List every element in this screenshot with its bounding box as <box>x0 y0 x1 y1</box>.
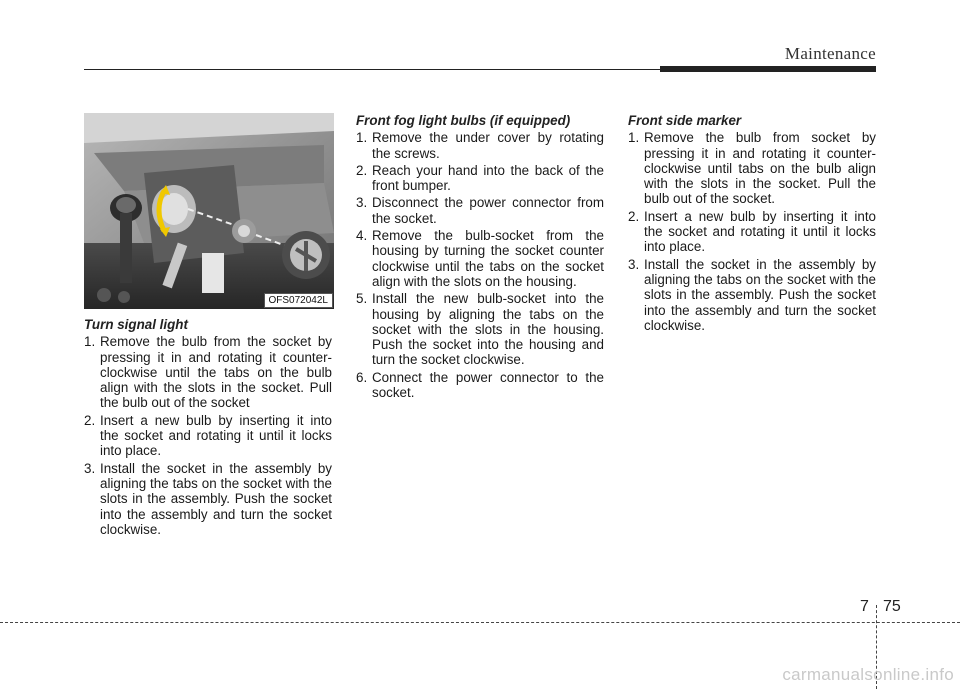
fog-light-steps <box>356 130 604 400</box>
step-number: 1. <box>628 130 640 146</box>
footer-dashed-rule <box>0 622 960 623</box>
step-text: Connect the power connector to the socket. <box>372 369 604 401</box>
list-item <box>356 130 604 161</box>
list-item <box>356 195 604 226</box>
chapter-number: 7 <box>860 598 869 615</box>
bulb-photo <box>84 113 334 309</box>
step-number: 5. <box>356 291 368 307</box>
step-number: 1. <box>84 334 96 350</box>
side-marker-steps <box>628 130 876 333</box>
section-title: Maintenance <box>784 44 876 63</box>
fog-light-heading: Front fog light bulbs (if equipped) <box>356 113 571 128</box>
step-number: 3. <box>356 195 368 211</box>
step-number: 3. <box>628 256 640 272</box>
step-text: Remove the bulb-socket from the housing by turning the socket counter clockwise until the tabs on the socket align with the slots on the housing. <box>372 228 604 289</box>
step-text: Install the socket in the assembly by aligning the tabs on the socket with the slots in the assembly. Push the socket into the assembly and turn the socket clockwise. <box>100 460 332 537</box>
list-item <box>356 291 604 367</box>
list-item <box>356 163 604 194</box>
step-text: Remove the bulb from socket by pressing it in and rotating it counter-clockwise until tabs on the bulb align with the slots in the socket. Pull the bulb out of the socket. <box>644 130 876 207</box>
side-marker-heading: Front side marker <box>628 113 742 128</box>
step-text: Insert a new bulb by inserting it into the socket and rotating it until it locks into place. <box>100 412 332 459</box>
step-number: 2. <box>84 412 96 428</box>
step-text: Install the socket in the assembly by aligning the tabs on the socket with the slots in the assembly. Push the socket into the assembly and turn the socket clockwise. <box>644 256 876 333</box>
step-number: 2. <box>628 208 640 224</box>
step-number: 1. <box>356 130 368 146</box>
header-rule-thick <box>660 66 876 72</box>
page-number: 75 <box>883 598 901 615</box>
step-text: Insert a new bulb by inserting it into the socket and rotating it until it locks into place. <box>644 208 876 255</box>
step-number: 4. <box>356 228 368 244</box>
engine-bay-illustration <box>84 113 334 309</box>
step-text: Reach your hand into the back of the front bumper. <box>372 162 604 194</box>
list-item <box>628 130 876 206</box>
step-number: 2. <box>356 162 368 178</box>
watermark: carmanualsonline.info <box>782 665 954 684</box>
list-item <box>84 334 332 410</box>
list-item <box>84 461 332 537</box>
list-item <box>628 209 876 255</box>
list-item <box>628 257 876 333</box>
step-number: 3. <box>84 460 96 476</box>
list-item <box>356 370 604 401</box>
step-text: Disconnect the power connector from the socket. <box>372 195 604 226</box>
list-item <box>356 228 604 289</box>
column-side-marker <box>628 113 876 335</box>
step-number: 6. <box>356 369 368 385</box>
turn-signal-steps <box>84 334 332 537</box>
step-text: Remove the under cover by rotating the screws. <box>372 130 604 161</box>
list-item <box>84 413 332 459</box>
column-turn-signal <box>84 317 332 539</box>
photo-reference-code: OFS072042L <box>264 293 334 308</box>
header-rule-thin <box>84 69 674 70</box>
step-text: Install the new bulb-socket into the housing by aligning the tabs on the socket with the slots in the housing. Push the socket into the housing and turn the socket clockwise. <box>372 291 604 368</box>
turn-signal-heading: Turn signal light <box>84 317 188 332</box>
column-fog-light <box>356 113 604 402</box>
step-text: Remove the bulb from the socket by pressing it in and rotating it counter-clockwise until the tabs on the bulb align with the slots in the socket. Pull the bulb out of the socket <box>100 334 332 411</box>
